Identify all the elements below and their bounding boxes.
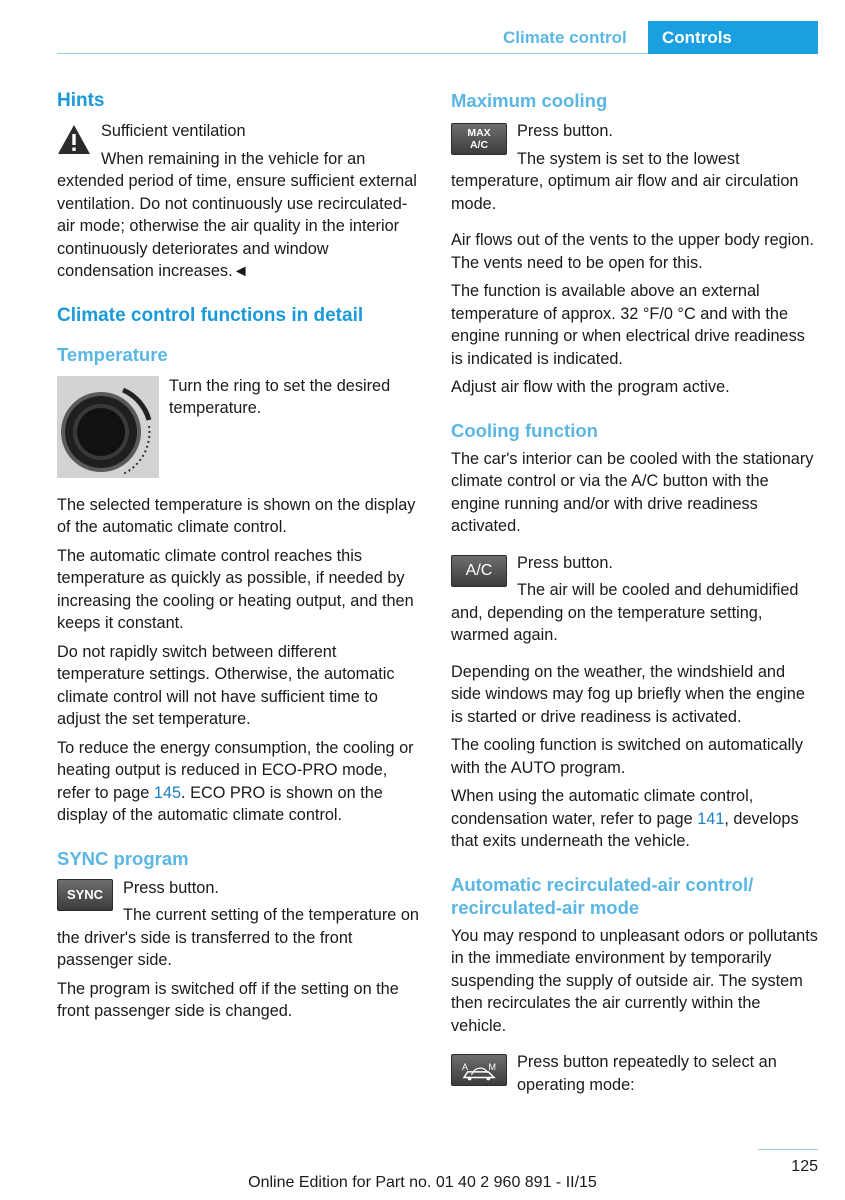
cooling-heading: Cooling function bbox=[451, 419, 598, 441]
warning-lead: Sufficient ventilation bbox=[101, 122, 246, 140]
cooling-paragraph-2: The cooling function is switched on automatically with the AUTO program. bbox=[451, 736, 804, 777]
page-link-141[interactable]: 141 bbox=[697, 809, 725, 828]
ac-button[interactable]: A/C bbox=[451, 555, 507, 587]
sync-button[interactable]: SYNC bbox=[57, 879, 113, 911]
ac-block bbox=[451, 552, 819, 647]
page-number-rule bbox=[758, 1149, 818, 1150]
temperature-p4-start: To reduce the energy consumption, the cooling or heating output is reduced in ECO-PRO mode, refer to page bbox=[57, 738, 414, 802]
recirc-block bbox=[451, 1051, 819, 1096]
functions-heading: Climate control functions in detail bbox=[57, 304, 364, 326]
cooling-paragraph-1: Depending on the weather, the windshield and side windows may fog up briefly when the engine is started or drive readiness is activated. bbox=[451, 662, 805, 726]
header-section-label[interactable]: Climate control bbox=[503, 28, 627, 47]
sync-paragraph-2: The program is switched off if the setting on the front passenger side is changed. bbox=[57, 979, 399, 1020]
hints-heading: Hints bbox=[57, 90, 105, 111]
recirc-m-label: M bbox=[488, 1062, 496, 1072]
recirc-press: Press button repeatedly to select an operating mode: bbox=[517, 1053, 777, 1094]
left-column bbox=[57, 88, 425, 1023]
warning-triangle-icon bbox=[57, 123, 91, 157]
right-column bbox=[451, 88, 819, 1096]
max-ac-line-2: A/C bbox=[469, 139, 489, 151]
recirc-intro: You may respond to unpleasant odors or pollutants in the immediate environment by temporarily suspending the supply of outside air. The system then recirculates the air currently within the vehicle. bbox=[451, 926, 818, 1035]
car-recirculation-icon bbox=[452, 1055, 506, 1085]
max-ac-button[interactable] bbox=[451, 123, 507, 155]
temperature-ring-text: Turn the ring to set the desired temperature. bbox=[169, 376, 391, 417]
recirc-heading: Automatic recirculated-air control/ recirculated-air mode bbox=[451, 873, 754, 918]
temperature-p4-end: . ECO PRO is shown on the display of the automatic climate control. bbox=[57, 783, 383, 824]
max-ac-line-1: MAX bbox=[467, 127, 491, 139]
temperature-ring-block bbox=[57, 372, 425, 480]
page-number: 125 bbox=[791, 1158, 818, 1175]
temperature-paragraph-1: The selected temperature is shown on the display of the automatic climate control. bbox=[57, 495, 416, 536]
page-link-145[interactable]: 145 bbox=[153, 783, 182, 802]
max-cooling-block bbox=[451, 120, 819, 215]
ac-press: Press button. bbox=[517, 553, 613, 572]
temperature-paragraph-4 bbox=[57, 737, 425, 827]
temperature-paragraph-3: Do not rapidly switch between different temperature settings. Otherwise, the automatic climate control will not have sufficient time to adjust the set temperature. bbox=[57, 642, 395, 728]
sync-text: The current setting of the temperature on the driver's side is transferred to the front passenger side. bbox=[57, 906, 419, 969]
recirculation-button[interactable] bbox=[451, 1054, 507, 1086]
max-cooling-text: The system is set to the lowest temperature, optimum air flow and air circulation mode. bbox=[451, 149, 799, 213]
max-cooling-press: Press button. bbox=[517, 122, 613, 140]
ac-text: The air will be cooled and dehumidified and, depending on the temperature setting, warmed again. bbox=[451, 581, 799, 644]
max-cooling-paragraph-2: The function is available above an external temperature of approx. 32 °F/0 °C and with the engine running or when electrical drive readiness is indicated is indicated. bbox=[451, 282, 805, 368]
cooling-paragraph-3 bbox=[451, 785, 819, 853]
max-cooling-heading: Maximum cooling bbox=[451, 90, 608, 111]
sync-press: Press button. bbox=[123, 878, 219, 897]
cooling-p3-start: When using the automatic climate control, condensation water, refer to page bbox=[451, 787, 754, 828]
temperature-heading: Temperature bbox=[57, 343, 168, 365]
header-tab-controls[interactable]: Controls bbox=[648, 21, 818, 54]
max-cooling-paragraph-3: Adjust air flow with the program active. bbox=[451, 378, 730, 396]
sync-heading: SYNC program bbox=[57, 847, 189, 869]
sync-block bbox=[57, 876, 425, 972]
recirc-a-label: A bbox=[462, 1062, 469, 1072]
temperature-ring-icon[interactable] bbox=[57, 376, 159, 478]
cooling-p3-end: , develops that exits underneath the vehicle. bbox=[451, 809, 799, 850]
temperature-paragraph-2: The automatic climate control reaches this temperature as quickly as possible, if needed by increasing the cooling or heating output, and then keeps it constant. bbox=[57, 546, 414, 632]
warning-block bbox=[57, 120, 425, 283]
footer-edition: Online Edition for Part no. 01 40 2 960 891 - II/15 bbox=[248, 1174, 597, 1191]
warning-text: When remaining in the vehicle for an extended period of time, ensure sufficient external ventilation. Do not continuously use recirculated-air mode; otherwise the air quality in the interior continuously deteriorates and window condensation increases.◄ bbox=[57, 149, 417, 280]
cooling-intro: The car's interior can be cooled with the stationary climate control or via the A/C button with the engine running and/or with drive readiness activated. bbox=[451, 449, 814, 535]
max-cooling-paragraph-1: Air flows out of the vents to the upper body region. The vents need to be open for this. bbox=[451, 231, 814, 272]
